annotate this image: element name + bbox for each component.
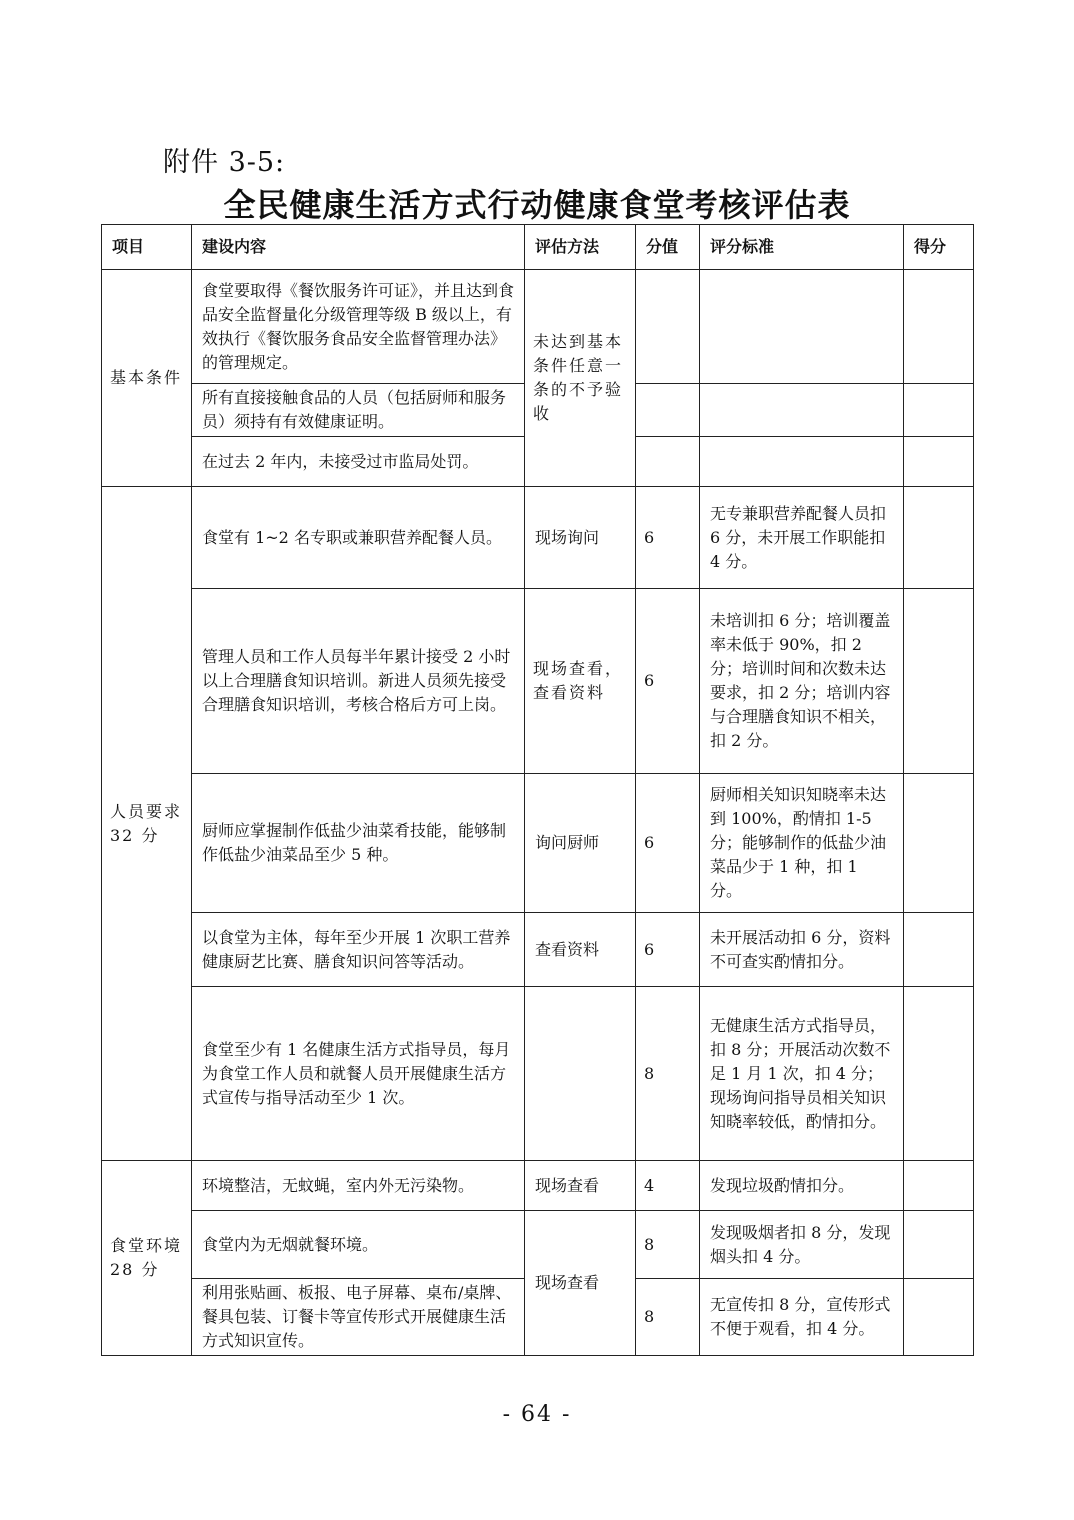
- obtained-score-cell: [904, 384, 974, 437]
- category-basic: 基本条件: [102, 270, 192, 487]
- method-cell: 现场询问: [525, 487, 636, 589]
- score-cell: 6: [636, 774, 700, 913]
- score-cell: 4: [636, 1161, 700, 1211]
- content-cell: 所有直接接触食品的人员（包括厨师和服务员）须持有有效健康证明。: [192, 384, 525, 437]
- method-cell: 查看资料: [525, 913, 636, 987]
- method-cell: [525, 987, 636, 1161]
- table-row: [102, 270, 974, 384]
- document-title: 全民健康生活方式行动健康食堂考核评估表: [223, 186, 851, 224]
- table-header-row: [102, 225, 974, 270]
- header-score-value: 分值: [636, 225, 700, 270]
- table-row: [102, 774, 974, 913]
- obtained-score-cell: [904, 913, 974, 987]
- method-cell: 现场查看，查看资料: [525, 589, 636, 774]
- table-row: [102, 487, 974, 589]
- content-cell: 在过去 2 年内，未接受过市监局处罚。: [192, 437, 525, 487]
- obtained-score-cell: [904, 437, 974, 487]
- content-cell: 利用张贴画、板报、电子屏幕、桌布/桌牌、餐具包装、订餐卡等宣传形式开展健康生活方式知识宣传。: [192, 1279, 525, 1356]
- criteria-cell: 无健康生活方式指导员，扣 8 分；开展活动次数不足 1 月 1 次，扣 4 分；现场询问指导员相关知识知晓率较低，酌情扣分。: [700, 987, 904, 1161]
- criteria-cell: 无专兼职营养配餐人员扣 6 分，未开展工作职能扣 4 分。: [700, 487, 904, 589]
- page-number: - 64 -: [502, 1402, 572, 1427]
- score-cell: [636, 270, 700, 384]
- score-cell: [636, 384, 700, 437]
- score-cell: 6: [636, 487, 700, 589]
- obtained-score-cell: [904, 1279, 974, 1356]
- header-obtained: 得分: [904, 225, 974, 270]
- criteria-cell: 发现垃圾酌情扣分。: [700, 1161, 904, 1211]
- obtained-score-cell: [904, 589, 974, 774]
- header-criteria: 评分标准: [700, 225, 904, 270]
- attachment-label: 附件 3-5:: [163, 147, 286, 178]
- score-cell: 8: [636, 987, 700, 1161]
- obtained-score-cell: [904, 1211, 974, 1279]
- table-row: [102, 1161, 974, 1211]
- content-cell: 食堂有 1~2 名专职或兼职营养配餐人员。: [192, 487, 525, 589]
- criteria-cell: [700, 384, 904, 437]
- obtained-score-cell: [904, 487, 974, 589]
- criteria-cell: 未开展活动扣 6 分，资料不可查实酌情扣分。: [700, 913, 904, 987]
- obtained-score-cell: [904, 270, 974, 384]
- obtained-score-cell: [904, 774, 974, 913]
- table-row: [102, 589, 974, 774]
- table-row: [102, 1211, 974, 1279]
- criteria-cell: [700, 270, 904, 384]
- category-environment: 食堂环境 28 分: [102, 1161, 192, 1356]
- content-cell: 食堂要取得《餐饮服务许可证》，并且达到食品安全监督量化分级管理等级 B 级以上，有效执行《餐饮服务食品安全监督管理办法》的管理规定。: [192, 270, 525, 384]
- score-cell: [636, 437, 700, 487]
- header-project: 项目: [102, 225, 192, 270]
- criteria-cell: 发现吸烟者扣 8 分，发现烟头扣 4 分。: [700, 1211, 904, 1279]
- table-row: [102, 913, 974, 987]
- criteria-cell: 未培训扣 6 分；培训覆盖率未低于 90%，扣 2 分；培训时间和次数未达要求，扣 2 分；培训内容与合理膳食知识不相关，扣 2 分。: [700, 589, 904, 774]
- content-cell: 厨师应掌握制作低盐少油菜肴技能，能够制作低盐少油菜品至少 5 种。: [192, 774, 525, 913]
- score-cell: 8: [636, 1211, 700, 1279]
- content-cell: 以食堂为主体，每年至少开展 1 次职工营养健康厨艺比赛、膳食知识问答等活动。: [192, 913, 525, 987]
- score-cell: 6: [636, 589, 700, 774]
- content-cell: 环境整洁，无蚊蝇，室内外无污染物。: [192, 1161, 525, 1211]
- category-staff: 人员要求 32 分: [102, 487, 192, 1161]
- method-cell: 现场查看: [525, 1161, 636, 1211]
- method-cell: 现场查看: [525, 1211, 636, 1356]
- evaluation-table: [101, 224, 974, 1356]
- obtained-score-cell: [904, 1161, 974, 1211]
- obtained-score-cell: [904, 987, 974, 1161]
- criteria-cell: [700, 437, 904, 487]
- content-cell: 食堂至少有 1 名健康生活方式指导员，每月为食堂工作人员和就餐人员开展健康生活方式宣传与指导活动至少 1 次。: [192, 987, 525, 1161]
- criteria-cell: 无宣传扣 8 分，宣传形式不便于观看，扣 4 分。: [700, 1279, 904, 1356]
- header-method: 评估方法: [525, 225, 636, 270]
- score-cell: 8: [636, 1279, 700, 1356]
- content-cell: 管理人员和工作人员每半年累计接受 2 小时以上合理膳食知识培训。新进人员须先接受合理膳食知识培训，考核合格后方可上岗。: [192, 589, 525, 774]
- score-cell: 6: [636, 913, 700, 987]
- method-cell: 询问厨师: [525, 774, 636, 913]
- table-row: [102, 987, 974, 1161]
- method-cell: 未达到基本条件任意一条的不予验收: [525, 270, 636, 487]
- criteria-cell: 厨师相关知识知晓率未达到 100%，酌情扣 1-5 分；能够制作的低盐少油菜品少于 1 种，扣 1 分。: [700, 774, 904, 913]
- content-cell: 食堂内为无烟就餐环境。: [192, 1211, 525, 1279]
- header-content: 建设内容: [192, 225, 525, 270]
